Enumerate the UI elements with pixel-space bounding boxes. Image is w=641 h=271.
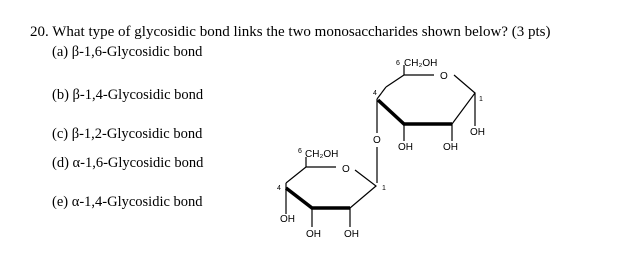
lower-c4-oh-label: OH	[280, 214, 295, 225]
bridge-oxygen: O	[373, 135, 381, 146]
upper-oh-mid-label: OH	[398, 142, 413, 153]
lower-oh-left-label: OH	[306, 229, 321, 240]
option-e-letter: (e)	[52, 194, 69, 210]
option-d-letter: (d)	[52, 155, 69, 171]
lower-ring-right-bonds	[350, 170, 376, 208]
option-a-text: β-1,6-Glycosidic bond	[71, 44, 203, 60]
option-c-text: β-1,2-Glycosidic bond	[71, 126, 203, 142]
upper-oh-right-label: OH	[443, 142, 458, 153]
lower-c4-number: 4	[277, 185, 281, 192]
option-b-text: β-1,4-Glycosidic bond	[72, 87, 204, 103]
question-text: 20. What type of glycosidic bond links the two monosaccharides shown below? (3 pts)	[30, 24, 551, 40]
option-b-letter: (b)	[52, 87, 69, 103]
upper-c1-number: 1	[479, 96, 483, 103]
option-d-text: α-1,6-Glycosidic bond	[72, 155, 204, 171]
lower-c1-number: 1	[382, 185, 386, 192]
upper-ch2oh-label: CH₂OH	[404, 58, 438, 69]
option-c-letter: (c)	[52, 126, 69, 142]
lower-oh-right-label: OH	[344, 229, 359, 240]
option-a-letter: (a)	[52, 44, 69, 60]
option-e-text: α-1,4-Glycosidic bond	[71, 194, 203, 210]
upper-ring-oxygen: O	[440, 71, 448, 82]
lower-c6-number: 6	[298, 148, 302, 155]
upper-ring-right-bonds	[452, 75, 475, 124]
upper-ring-left-bond	[377, 87, 386, 99]
lower-ring-oxygen: O	[342, 164, 350, 175]
upper-c4-number: 4	[373, 90, 377, 97]
lower-ring-top-bonds	[286, 167, 336, 183]
lower-ring	[277, 148, 386, 240]
upper-ring-bold-bonds	[378, 100, 452, 124]
lower-ch2oh-label: CH₂OH	[305, 149, 339, 160]
upper-ring-top-bonds	[386, 75, 434, 87]
upper-c6-number: 6	[396, 60, 400, 67]
upper-ring	[373, 58, 485, 153]
upper-c1-oh-label: OH	[470, 127, 485, 138]
lower-ring-bold-bonds	[286, 188, 350, 208]
